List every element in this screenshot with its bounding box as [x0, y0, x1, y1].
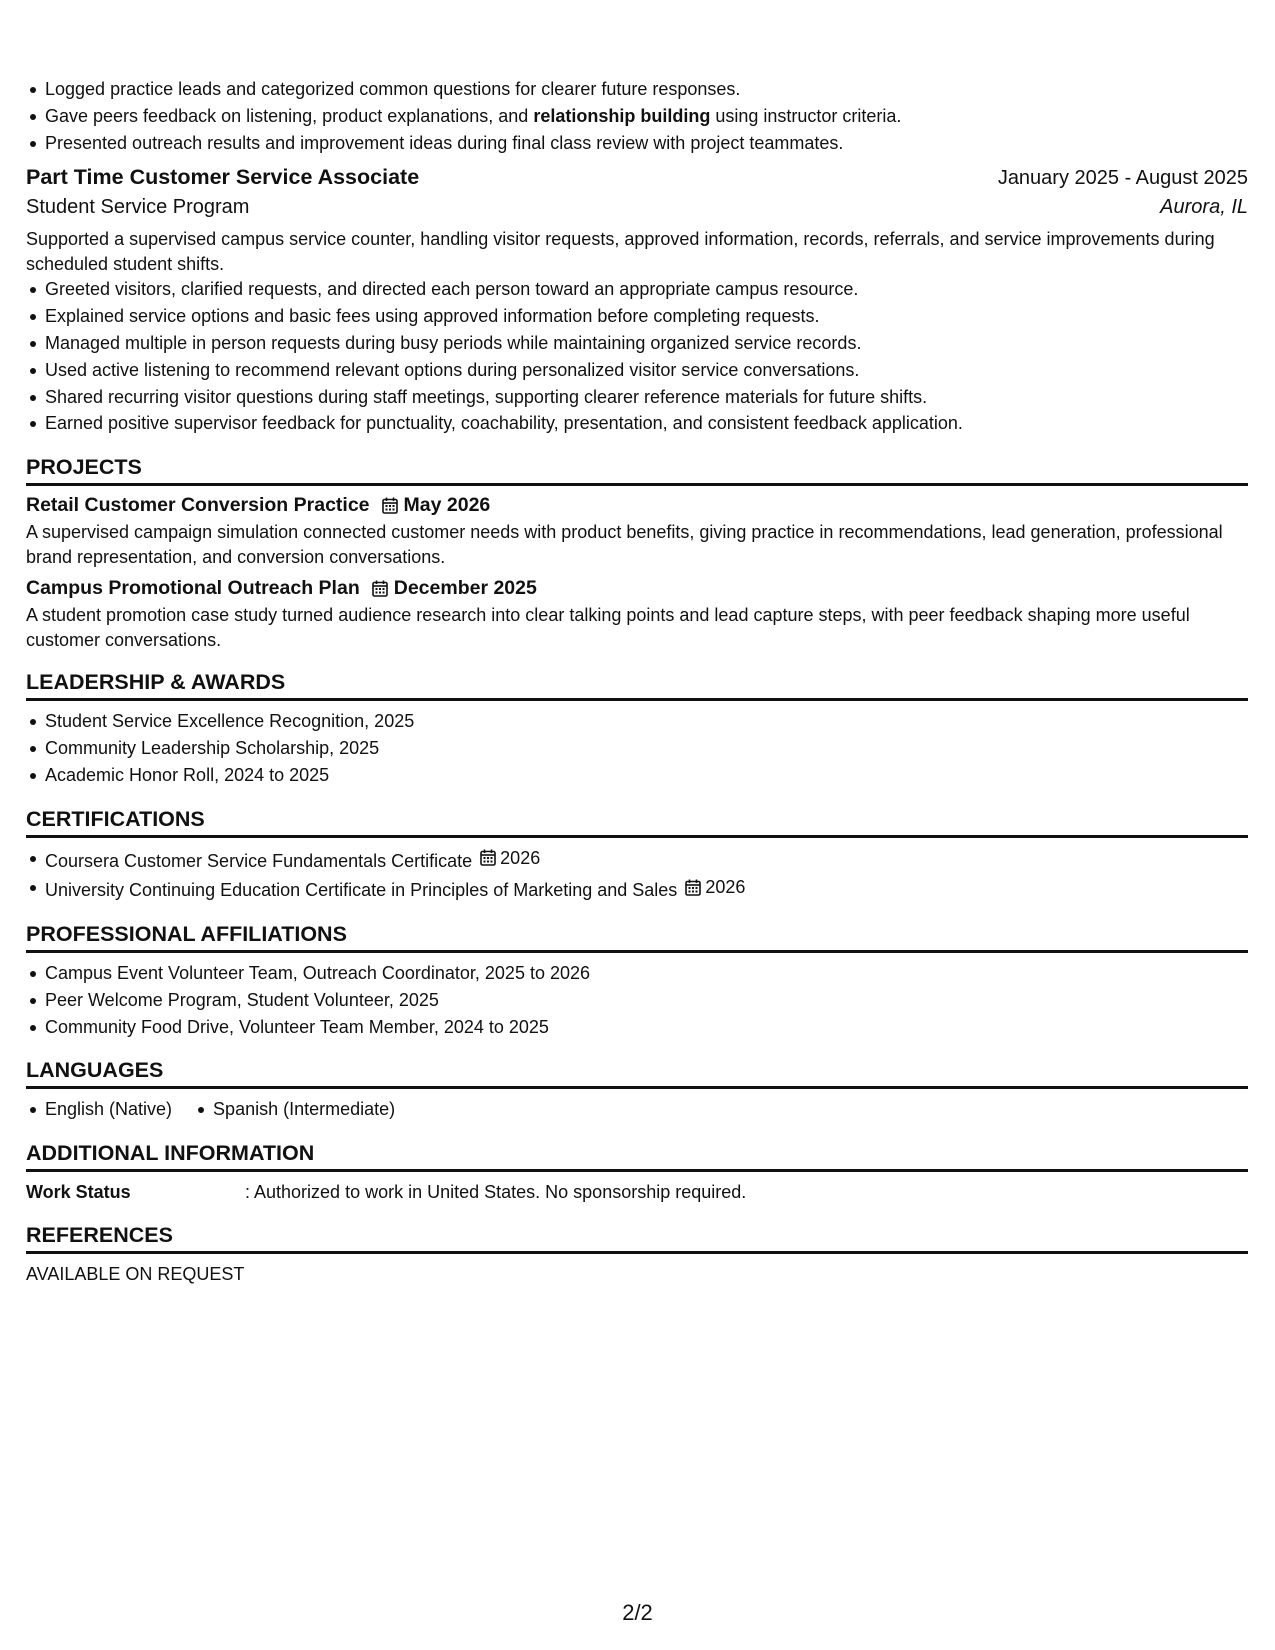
page-number: 2/2 — [622, 1600, 653, 1625]
project-description: A supervised campaign simulation connected customer needs with product benefits, giving practice in recommendations, lead generation, professional brand representation, and conversion conversations. — [26, 522, 1223, 567]
affiliations-list — [26, 960, 1248, 1040]
resume-page — [26, 76, 1248, 1287]
job-dates: January 2025 - August 2025 — [997, 167, 1248, 190]
list-item: Student Service Excellence Recognition, 2025 — [26, 708, 1248, 735]
list-item: Peer Welcome Program, Student Volunteer, 2025 — [26, 987, 1248, 1014]
list-item: Community Leadership Scholarship, 2025 — [26, 735, 1248, 762]
job-location: Aurora, IL — [1160, 196, 1248, 219]
project-name: Campus Promotional Outreach Plan — [26, 577, 360, 600]
project-description: A student promotion case study turned audience research into clear talking points and lead capture steps, with peer feedback shaping more useful customer conversations. — [26, 605, 1190, 650]
list-item: Community Food Drive, Volunteer Team Member, 2024 to 2025 — [26, 1014, 1248, 1041]
certifications-heading: CERTIFICATIONS — [26, 807, 1248, 838]
list-item — [26, 874, 1248, 904]
project-date: May 2026 — [403, 494, 491, 517]
job-summary: Supported a supervised campus service counter, handling visitor requests, approved information, records, referrals, and service improvements during scheduled student shifts. — [26, 229, 1215, 274]
list-item: Presented outreach results and improvement ideas during final class review with project teammates. — [26, 130, 1248, 157]
certification-name: Coursera Customer Service Fundamentals Certificate — [45, 850, 473, 871]
calendar-icon — [372, 580, 388, 597]
project-name: Retail Customer Conversion Practice — [26, 494, 370, 517]
work-status-row — [26, 1179, 1248, 1205]
calendar-icon — [685, 879, 701, 896]
projects-heading: PROJECTS — [26, 455, 1248, 486]
project-date: December 2025 — [393, 577, 537, 600]
job-entry — [26, 165, 1248, 437]
job-bullets — [26, 276, 1248, 437]
list-item: Greeted visitors, clarified requests, and directed each person toward an appropriate campus resource. — [26, 276, 1248, 303]
languages-list — [26, 1096, 1248, 1123]
list-item — [26, 845, 1248, 875]
list-item: Earned positive supervisor feedback for punctuality, coachability, presentation, and consistent feedback application. — [26, 410, 1248, 437]
job-organization: Student Service Program — [26, 196, 250, 219]
certification-name: University Continuing Education Certificate in Principles of Marketing and Sales — [45, 880, 678, 901]
additional-info-heading: ADDITIONAL INFORMATION — [26, 1141, 1248, 1172]
leadership-list — [26, 708, 1248, 788]
affiliations-heading: PROFESSIONAL AFFILIATIONS — [26, 922, 1248, 953]
list-item: Campus Event Volunteer Team, Outreach Coordinator, 2025 to 2026 — [26, 960, 1248, 987]
leadership-heading: LEADERSHIP & AWARDS — [26, 670, 1248, 701]
work-status-value: : Authorized to work in United States. No sponsorship required. — [245, 1182, 747, 1203]
references-heading: REFERENCES — [26, 1223, 1248, 1254]
list-item: English (Native) — [26, 1096, 172, 1123]
certifications-list — [26, 845, 1248, 904]
previous-job-bullets — [26, 76, 1248, 156]
list-item: Logged practice leads and categorized common questions for clearer future responses. — [26, 76, 1248, 103]
job-title: Part Time Customer Service Associate — [26, 165, 420, 190]
references-text: AVAILABLE ON REQUEST — [26, 1264, 245, 1285]
list-item: Spanish (Intermediate) — [194, 1096, 395, 1123]
list-item: Gave peers feedback on listening, product explanations, and relationship building using instructor criteria. — [26, 103, 1248, 130]
list-item: Explained service options and basic fees using approved information before completing requests. — [26, 303, 1248, 330]
work-status-label: Work Status — [26, 1182, 131, 1203]
project-entry — [26, 494, 1248, 569]
list-item: Shared recurring visitor questions during staff meetings, supporting clearer reference materials for future shifts. — [26, 384, 1248, 411]
calendar-icon — [382, 497, 398, 514]
calendar-icon — [480, 849, 496, 866]
certification-year: 2026 — [705, 877, 746, 898]
list-item: Used active listening to recommend relevant options during personalized visitor service conversations. — [26, 357, 1248, 384]
certification-year: 2026 — [500, 847, 541, 868]
list-item: Academic Honor Roll, 2024 to 2025 — [26, 762, 1248, 789]
project-entry — [26, 577, 1248, 652]
languages-heading: LANGUAGES — [26, 1058, 1248, 1089]
list-item: Managed multiple in person requests during busy periods while maintaining organized service records. — [26, 330, 1248, 357]
